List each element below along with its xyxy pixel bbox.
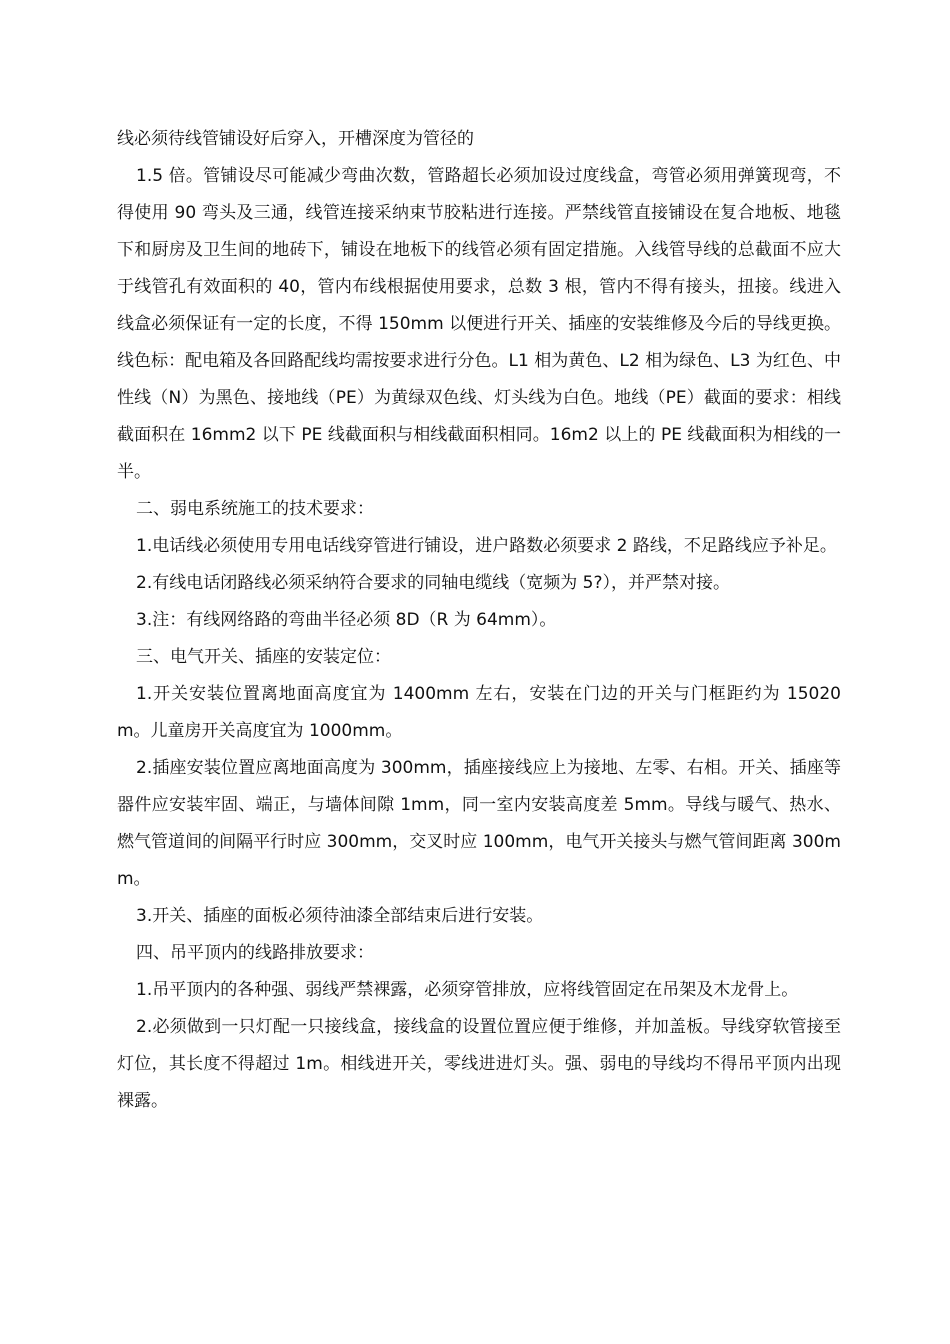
section-heading-switch-socket: 三、电气开关、插座的安装定位： xyxy=(136,647,391,667)
paragraph-ceiling-wiring-2: 2.必须做到一只灯配一只接线盒，接线盒的设置位置应便于维修，并加盖板。导线穿软管接至灯位，其长度不得超过 1m。相线进开关，零线进进灯头。强、弱电的导线均不得吊平顶内出现裸露。 xyxy=(117,1017,841,1111)
section-heading-ceiling-wiring: 四、吊平顶内的线路排放要求： xyxy=(136,943,374,963)
paragraph-weak-current-3: 3.注：有线网络路的弯曲半径必须 8D（R 为 64mm）。 xyxy=(136,610,557,630)
section-heading-weak-current: 二、弱电系统施工的技术要求： xyxy=(136,499,374,519)
paragraph-weak-current-2: 2.有线电话闭路线必须采纳符合要求的同轴电缆线（宽频为 5?），并严禁对接。 xyxy=(136,573,730,593)
paragraph-2: 1.5 倍。管铺设尽可能减少弯曲次数，管路超长必须加设过度线盒，弯管必须用弹簧现弯，不得使用 90 弯头及三通，线管连接采纳束节胶粘进行连接。严禁线管直接铺设在复合地板、地毯下和厨房及卫生间的地砖下，铺设在地板下的线管必须有固定措施。入线管导线的总截面不应大于线管孔有效面积的 40，管内布线根据使用要求，总数 3 根，管内不得有接头，扭接。线进入线盒必须保证有一定的长度，不得 150mm 以便进行开关、插座的安装维修及今后的导线更换。线色标：配电箱及各回路配线均需按要求进行分色。L1 相为黄色、L2 相为绿色、L3 为红色、中性线（N）为黑色、接地线（PE）为黄绿双色线、灯头线为白色。地线（PE）截面的要求：相线截面积在 16mm2 以下 PE 线截面积与相线截面积相同。16m2 以上的 PE 线截面积为相线的一半。 xyxy=(117,166,841,482)
paragraph-switch-socket-1: 1.开关安装位置离地面高度宜为 1400mm 左右，安装在门边的开关与门框距约为 15020m。儿童房开关高度宜为 1000mm。 xyxy=(117,684,841,741)
paragraph-1: 线必须待线管铺设好后穿入，开槽深度为管径的 xyxy=(117,129,474,149)
paragraph-weak-current-1: 1.电话线必须使用专用电话线穿管进行铺设，进户路数必须要求 2 路线，不足路线应予补足。 xyxy=(136,536,837,556)
paragraph-switch-socket-3: 3.开关、插座的面板必须待油漆全部结束后进行安装。 xyxy=(136,906,544,926)
paragraph-switch-socket-2: 2.插座安装位置应离地面高度为 300mm，插座接线应上为接地、左零、右相。开关、插座等器件应安装牢固、端正，与墙体间隙 1mm，同一室内安装高度差 5mm。导线与暖气、热水、燃气管道间的间隔平行时应 300mm，交叉时应 100mm，电气开关接头与燃气管间距离 300mm。 xyxy=(117,758,841,889)
paragraph-ceiling-wiring-1: 1.吊平顶内的各种强、弱线严禁裸露，必须穿管排放，应将线管固定在吊架及木龙骨上。 xyxy=(136,980,799,1000)
document-body xyxy=(117,121,841,1120)
